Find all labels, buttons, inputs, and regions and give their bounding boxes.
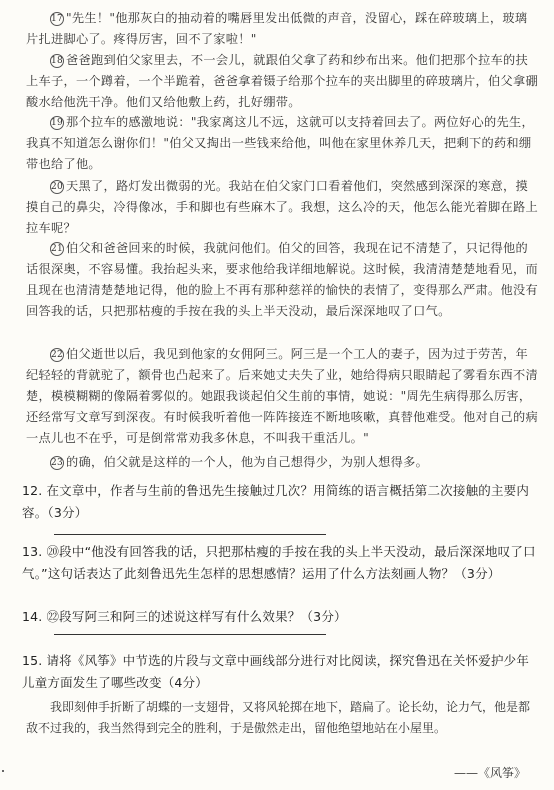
question-number: 14. [22,609,43,624]
question-text: 在文章中，作者与生前的鲁迅先生接触过几次？用简练的语言概括第二次接触的主要内容。（3分） [22,483,530,520]
scan-mark [2,770,4,772]
fengzheng-excerpt [26,697,538,739]
answer-line-14[interactable] [54,634,326,635]
paragraph-21 [26,238,538,322]
answer-line-12[interactable] [54,534,326,535]
paragraph-text: 伯父逝世以后，我见到他家的女佣阿三。阿三是一个工人的妻子，因为过于劳苦，年纪轻轻的背就驼了，额骨也凸起来了。后来她丈夫失了业，她给得病只眼睛起了雾看东西不清楚，模模糊糊的像隔着雾似的。她跟我谈起伯父生前的事情，她说："周先生病得那么厉害，还经常写文章写到深夜。有时候我听着他一阵阵接连不断地咳嗽，真替他难受。他对自己的病一点儿也不在乎，可是倒常常劝我多休息，不叫我干重活儿。" [26,347,538,445]
paragraph-text: 天黑了，路灯发出微弱的光。我站在伯父家门口看着他们，突然感到深深的寒意，摸摸自己的鼻尖，冷得像冰，手和脚也有些麻木了。我想，这么冷的天，他怎么能光着脚在路上拉车呢？ [26,179,538,235]
question-text: ㉒段写阿三和阿三的述说这样写有什么效果？（3分） [46,609,347,624]
paragraph-23 [26,452,538,473]
paragraph-number: 22 [51,350,64,360]
question-number: 12. [22,483,43,498]
paragraph-number: 17 [51,14,64,24]
question-text: 请将《风筝》中节选的片段与文章中画线部分进行对比阅读，探究鲁迅在关怀爱护少年儿童方面发生了哪些改变（4分） [22,653,530,690]
question-number: 13. [22,544,43,559]
excerpt-text: 我即刻伸手折断了胡蝶的一支翅骨，又将风轮掷在地下，踏扁了。论长幼，论力气，他是都敌不过我的，我当然得到完全的胜利，于是傲然走出，留他绝望地站在小屋里。 [26,700,531,735]
paragraph-number: 21 [51,244,64,254]
question-number: 15. [22,653,43,668]
paragraph-17 [26,8,538,50]
paragraph-22 [26,344,538,449]
paragraph-number: 20 [51,182,64,192]
paragraph-text: 爸爸跑到伯父家里去，不一会儿，就跟伯父拿了药和纱布出来。他们把那个拉车的扶上车子，一个蹲着，一个半跪着，爸爸拿着镊子给那个拉车的夹出脚里的碎玻璃片，伯父拿硼酸水给他洗干净。他们又给他敷上药，扎好绷带。 [26,53,538,109]
question-12 [22,480,540,524]
question-15 [22,650,540,694]
question-13 [22,541,540,585]
paragraph-20 [26,176,538,239]
question-text: ⑳段中“他没有回答我的话，只把那枯瘦的手按在我的头上半天没动，最后深深地叹了口气。”这句话表达了此刻鲁迅先生怎样的思想感情？运用了什么方法刻画人物？（3分） [22,544,536,581]
paragraph-number: 19 [51,118,64,128]
paragraph-18 [26,50,538,113]
paragraph-number: 23 [51,458,64,468]
paragraph-text: 的确，伯父就是这样的一个人，他为自己想得少，为别人想得多。 [66,455,429,469]
paragraph-text: 那个拉车的感激地说："我家离这儿不远，这就可以支持着回去了。两位好心的先生，我真不知道怎么谢你们！"伯父又掏出一些钱来给他，叫他在家里休养几天，把剩下的药和绷带也给了他。 [26,115,534,171]
question-14 [22,606,540,628]
paragraph-19 [26,112,538,175]
excerpt-source: ——《风筝》 [453,766,526,780]
paragraph-text: "先生！"他那灰白的抽动着的嘴唇里发出低微的声音，没留心，踩在碎玻璃上，玻璃片扎进脚心了。疼得厉害，回不了家啦！" [26,11,528,46]
paragraph-number: 18 [51,56,64,66]
paragraph-text: 伯父和爸爸回来的时候，我就问他们。伯父的回答，我现在记不清楚了，只记得他的话很深奥，不容易懂。我抬起头来，要求他给我详细地解说。这时候，我清清楚楚地看见，而且现在也清清楚楚地记得，他的脸上不再有那种慈祥的愉快的表情了，变得那么严肃。他没有回答我的话，只把那枯瘦的手按在我的头上半天没动，最后深深地叹了口气。 [26,241,538,318]
